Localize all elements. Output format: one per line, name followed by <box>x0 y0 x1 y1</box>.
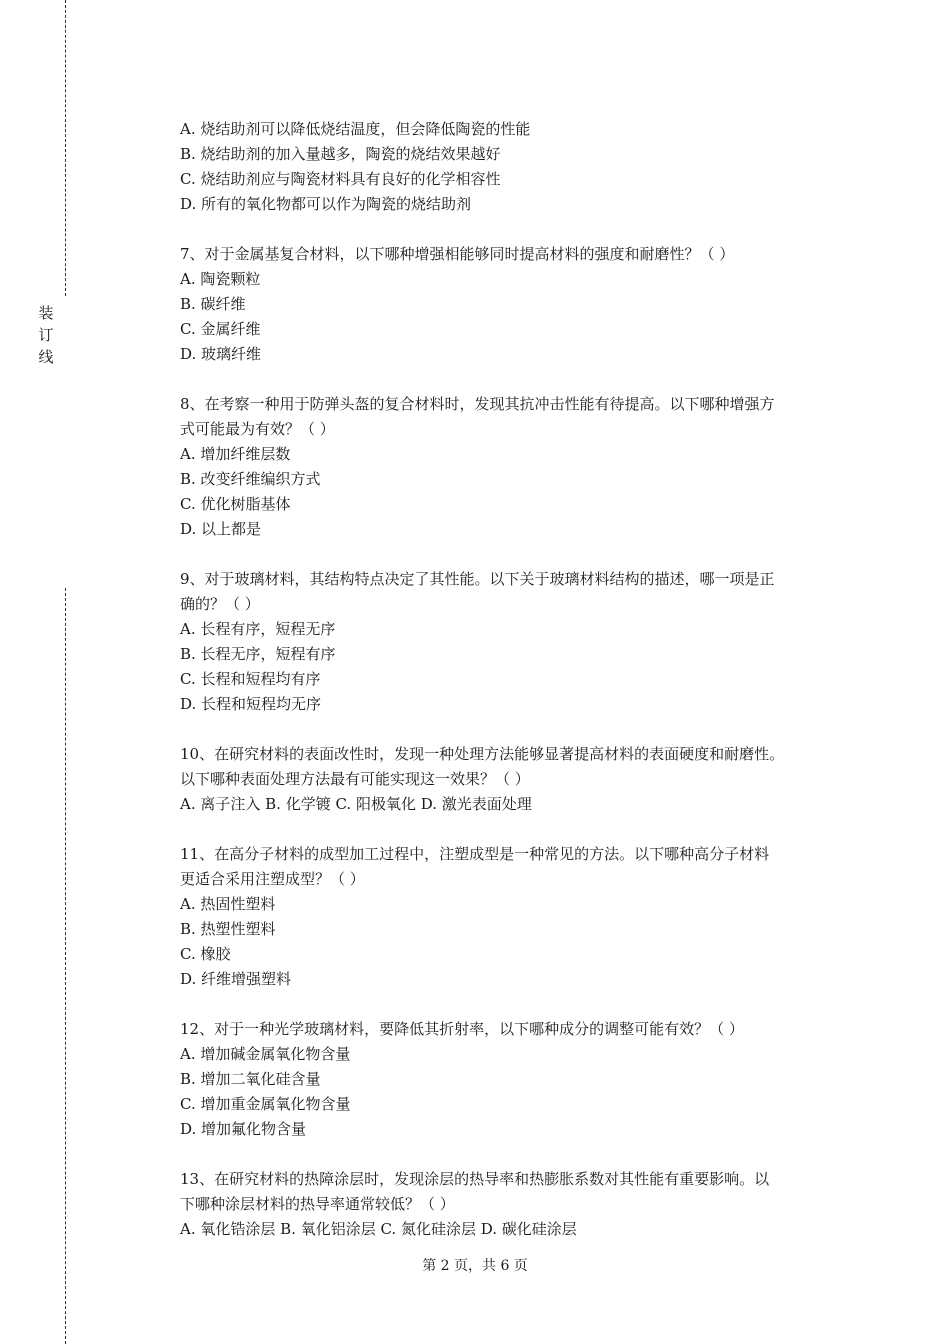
option: A. 长程有序，短程无序 <box>180 620 336 638</box>
page-footer: 第 2 页，共 6 页 <box>422 1258 528 1274</box>
option: A. 热固性塑料 <box>180 895 276 913</box>
option: D. 所有的氧化物都可以作为陶瓷的烧结助剂 <box>180 195 472 213</box>
question-stem: 11、在高分子材料的成型加工过程中，注塑成型是一种常见的方法。以下哪种高分子材料 <box>180 845 770 863</box>
question-stem: 式可能最为有效？（ ） <box>180 420 335 438</box>
question-stem: 以下哪种表面处理方法最有可能实现这一效果？（ ） <box>180 770 530 788</box>
option: C. 长程和短程均有序 <box>180 670 321 688</box>
question-13 <box>180 1167 860 1242</box>
option: D. 纤维增强塑料 <box>180 970 292 988</box>
option: D. 玻璃纤维 <box>180 345 262 363</box>
option: B. 热塑性塑料 <box>180 920 276 938</box>
option: A. 陶瓷颗粒 <box>180 270 261 288</box>
binding-char: 装 <box>38 304 54 322</box>
option: D. 长程和短程均无序 <box>180 695 322 713</box>
option: C. 优化树脂基体 <box>180 495 291 513</box>
binding-line-top <box>65 0 66 296</box>
question-7 <box>180 242 860 367</box>
option: C. 增加重金属氧化物含量 <box>180 1095 351 1113</box>
question-stem: 更适合采用注塑成型？（ ） <box>180 870 365 888</box>
option: A. 氧化锆涂层 B. 氧化铝涂层 C. 氮化硅涂层 D. 碳化硅涂层 <box>180 1220 577 1238</box>
option: A. 离子注入 B. 化学镀 C. 阳极氧化 D. 激光表面处理 <box>180 795 532 813</box>
binding-char: 线 <box>38 348 54 366</box>
binding-char: 订 <box>38 326 54 344</box>
question-stem: 13、在研究材料的热障涂层时，发现涂层的热导率和热膨胀系数对其性能有重要影响。以 <box>180 1170 770 1188</box>
option: B. 长程无序，短程有序 <box>180 645 336 663</box>
option: C. 橡胶 <box>180 945 231 963</box>
option: A. 增加碱金属氧化物含量 <box>180 1045 351 1063</box>
question-stem: 下哪种涂层材料的热导率通常较低？（ ） <box>180 1195 455 1213</box>
binding-line-bottom <box>65 588 66 1344</box>
option: B. 改变纤维编织方式 <box>180 470 321 488</box>
option: C. 烧结助剂应与陶瓷材料具有良好的化学相容性 <box>180 170 501 188</box>
question-stem: 7、对于金属基复合材料，以下哪种增强相能够同时提高材料的强度和耐磨性？（ ） <box>180 245 735 263</box>
option: A. 增加纤维层数 <box>180 445 291 463</box>
option: B. 烧结助剂的加入量越多，陶瓷的烧结效果越好 <box>180 145 501 163</box>
question-stem: 确的？（ ） <box>180 595 260 613</box>
question-stem: 8、在考察一种用于防弹头盔的复合材料时，发现其抗冲击性能有待提高。以下哪种增强方 <box>180 395 775 413</box>
question-11 <box>180 842 860 992</box>
question-9 <box>180 567 860 717</box>
question-12 <box>180 1017 860 1142</box>
question-stem: 10、在研究材料的表面改性时，发现一种处理方法能够显著提高材料的表面硬度和耐磨性。 <box>180 745 785 763</box>
binding-label <box>36 302 56 368</box>
option: B. 碳纤维 <box>180 295 246 313</box>
option: A. 烧结助剂可以降低烧结温度，但会降低陶瓷的性能 <box>180 120 531 138</box>
question-8 <box>180 392 860 542</box>
option: B. 增加二氧化硅含量 <box>180 1070 321 1088</box>
option: D. 以上都是 <box>180 520 262 538</box>
intro-options <box>180 117 860 217</box>
question-content <box>180 117 860 1242</box>
question-10 <box>180 742 860 817</box>
question-stem: 9、对于玻璃材料，其结构特点决定了其性能。以下关于玻璃材料结构的描述，哪一项是正 <box>180 570 775 588</box>
question-stem: 12、对于一种光学玻璃材料，要降低其折射率，以下哪种成分的调整可能有效？（ ） <box>180 1020 744 1038</box>
option: C. 金属纤维 <box>180 320 261 338</box>
option: D. 增加氟化物含量 <box>180 1120 307 1138</box>
